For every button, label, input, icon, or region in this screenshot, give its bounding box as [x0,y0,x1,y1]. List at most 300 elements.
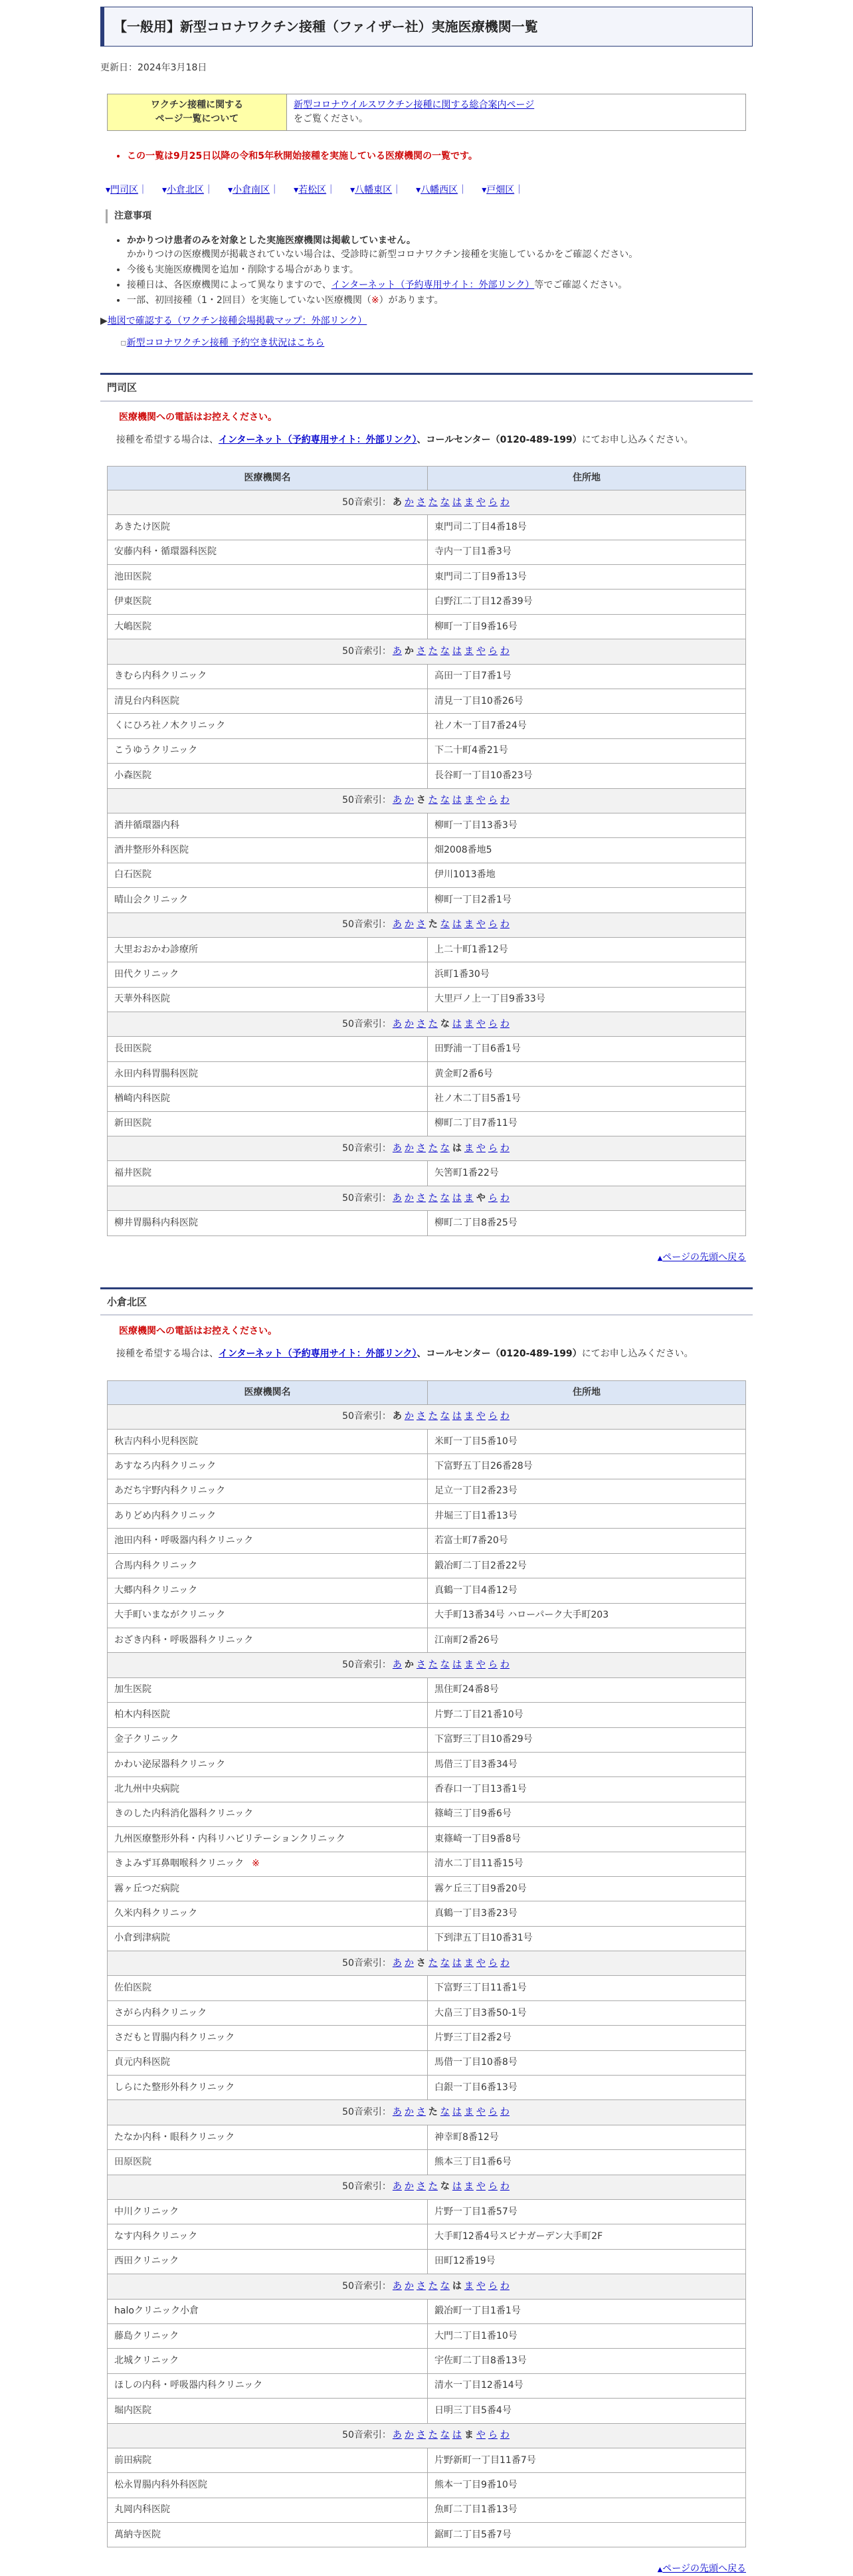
hospital-name: あすなろ内科クリニック [114,1460,217,1471]
hospital-address: 黒住町24番8号 [428,1677,746,1702]
table-row [108,1976,746,2000]
ward-nav-link[interactable]: 戸畑区 [486,185,515,195]
table-row [108,1727,746,1752]
kana-index [108,1404,746,1429]
table-row [108,515,746,540]
kana-link[interactable]: か [404,2107,414,2118]
kana-link[interactable]: や [476,2107,486,2118]
kana-index-row [108,2175,746,2199]
hospital-name-cell [108,863,428,887]
ward-nav-item [228,183,279,197]
hospital-address: 東門司二丁目4番18号 [428,515,746,540]
kana-link[interactable]: は [452,2107,462,2118]
kana-current: な [440,2181,450,2193]
kana-index-label: 50音索引： [342,1957,391,1969]
hospital-name-cell [108,1161,428,1186]
hospital-name: 柳井胃腸科内科医院 [114,1217,198,1228]
kana-link[interactable]: は [452,1660,462,1671]
kana-link[interactable]: ま [464,645,474,657]
kana-link[interactable]: は [452,2181,462,2193]
kana-link[interactable]: さ [416,2430,426,2441]
kana-index-label: 50音索引： [342,1142,391,1154]
table-row [108,2000,746,2025]
hospital-name-cell [108,813,428,837]
kana-link[interactable]: あ [392,1192,402,1204]
kana-link[interactable]: た [428,2181,438,2193]
kana-link[interactable]: か [404,795,414,806]
reservation-site-link[interactable]: インターネット（予約専用サイト：外部リンク） [219,1348,417,1360]
hospital-address: 鍛冶町二丁目2番22号 [428,1553,746,1578]
map-link[interactable]: 地図で確認する（ワクチン接種会場掲載マップ：外部リンク） [107,316,367,326]
kana-link[interactable]: わ [500,2181,510,2193]
kana-link[interactable]: な [440,1957,450,1969]
hospital-name-cell [108,2200,428,2224]
table-header-row [108,466,746,490]
hospital-name-cell [108,1504,428,1529]
apply-text-c: にてお申し込みください。 [581,434,694,445]
kana-link[interactable]: わ [500,2430,510,2441]
table-row [108,2125,746,2149]
ward-nav-item [294,183,335,197]
ward-nav-link[interactable]: 門司区 [110,185,139,195]
kana-link[interactable]: や [476,919,486,930]
table-row [108,1901,746,1926]
table-row [108,2498,746,2522]
hospital-name: 堀内医院 [114,2405,151,2416]
page [100,0,753,2575]
kana-link[interactable]: た [428,1192,438,1204]
kana-link[interactable]: わ [500,496,510,508]
kana-link[interactable]: た [428,1142,438,1154]
call-center-text: 、コールセンター（0120-489-199） [417,1348,582,1360]
kana-link[interactable]: さ [416,645,426,657]
hospital-name-cell [108,1061,428,1086]
kana-link[interactable]: あ [392,1142,402,1154]
kana-index-row [108,1186,746,1210]
kana-index [108,639,746,664]
general-guide-link[interactable]: 新型コロナウイルスワクチン接種に関する総合案内ページ [294,100,535,110]
kana-link[interactable]: は [452,1192,462,1204]
kana-link[interactable]: あ [392,1660,402,1671]
kana-link[interactable]: わ [500,2280,510,2292]
map-line [100,314,753,328]
ward-nav-item [106,183,147,197]
hospital-name-cell [108,2076,428,2100]
kana-link[interactable]: ま [464,1142,474,1154]
kana-link[interactable]: や [476,795,486,806]
table-row [108,987,746,1012]
kana-index-row [108,1136,746,1161]
table-row [108,863,746,887]
kana-link[interactable]: か [404,2430,414,2441]
kana-link[interactable]: か [404,1018,414,1029]
kana-link[interactable]: は [452,919,462,930]
hospital-name-cell [108,689,428,714]
kana-link[interactable]: か [404,1192,414,1204]
ward-nav-item [350,183,401,197]
kana-link[interactable]: や [476,496,486,508]
kana-link[interactable]: ら [488,2181,498,2193]
kana-link[interactable]: か [404,1411,414,1422]
hospital-name-cell [108,1211,428,1235]
asterisk-mark: ※ [371,295,379,306]
kana-link[interactable]: や [476,2181,486,2193]
kana-link[interactable]: あ [392,795,402,806]
table-row [108,2373,746,2398]
kana-link[interactable]: や [476,1018,486,1029]
kana-index-label: 50音索引： [342,2107,391,2118]
hospital-name: 天華外科医院 [114,994,170,1005]
hospital-address: 柳町一丁目9番16号 [428,614,746,639]
hospital-address: 篠崎三丁目9番6号 [428,1802,746,1826]
hospital-name-cell [108,515,428,540]
ward-nav-arrow-icon: ▾ [106,185,111,195]
kana-link[interactable]: ら [488,2430,498,2441]
reservation-site-link[interactable]: インターネット（予約専用サイト：外部リンク） [331,280,535,290]
hospital-name-cell [108,1852,428,1876]
kana-link[interactable]: ま [464,2181,474,2193]
hospital-name-cell [108,2026,428,2050]
kana-link[interactable]: や [476,2430,486,2441]
kana-link[interactable]: ら [488,496,498,508]
kana-link[interactable]: あ [392,2107,402,2118]
table-row [108,937,746,962]
hospital-address: 井堀三丁目1番13号 [428,1504,746,1529]
kana-link[interactable]: さ [416,1018,426,1029]
kana-current: あ [392,496,402,508]
hospital-name-cell [108,1677,428,1702]
kana-current: た [428,2107,438,2118]
kana-index-row [108,490,746,514]
kana-link[interactable]: か [404,919,414,930]
kana-link[interactable]: わ [500,1142,510,1154]
kana-link[interactable]: ら [488,1411,498,1422]
ward-nav-separator: ｜ [514,185,524,195]
table-row [108,1553,746,1578]
hospital-name-cell [108,664,428,689]
hospital-name: 池田医院 [114,571,151,582]
kana-link[interactable]: あ [392,2181,402,2193]
table-row [108,540,746,564]
kana-link[interactable]: ら [488,1660,498,1671]
kana-link[interactable]: か [404,496,414,508]
kana-link[interactable]: や [476,1957,486,1969]
kana-link[interactable]: わ [500,1660,510,1671]
kana-link[interactable]: あ [392,919,402,930]
kana-link[interactable]: さ [416,1411,426,1422]
hospital-name: 前田病院 [114,2454,151,2466]
kana-link[interactable]: ら [488,795,498,806]
hospital-name-cell [108,714,428,738]
hospital-name-cell [108,1876,428,1901]
hospital-name-cell [108,888,428,912]
hospital-address: 田野浦一丁目6番1号 [428,1037,746,1061]
hospital-name: こうゆうクリニック [114,745,198,756]
hospital-name: 田原医院 [114,2156,151,2167]
kana-link[interactable]: ま [464,1411,474,1422]
hospital-name: しらにた整形外科クリニック [114,2082,235,2093]
table-row [108,1211,746,1235]
kana-link[interactable]: あ [392,2280,402,2292]
hospital-address: 柳町一丁目13番3号 [428,813,746,837]
kana-link[interactable]: あ [392,1957,402,1969]
kana-link[interactable]: ら [488,2107,498,2118]
vacancy-link[interactable]: 新型コロナワクチン接種 予約空き状況はこちら [126,338,325,348]
kana-link[interactable]: か [404,1957,414,1969]
kana-link[interactable]: は [452,1411,462,1422]
kana-index-label: 50音索引： [342,496,391,508]
kana-link[interactable]: ま [464,496,474,508]
hospital-address: 東門司二丁目9番13号 [428,565,746,590]
kana-link[interactable]: わ [500,1192,510,1204]
kana-link[interactable]: ら [488,1018,498,1029]
kana-link[interactable]: わ [500,1018,510,1029]
kana-index-label: 50音索引： [342,919,391,930]
kana-link[interactable]: さ [416,2181,426,2193]
hospital-name: 北城クリニック [114,2355,179,2367]
hospital-name: 佐伯医院 [114,1983,151,1994]
kana-link[interactable]: ま [464,2280,474,2292]
table-row [108,2448,746,2472]
kana-link[interactable]: は [452,645,462,657]
hospital-name: 金子クリニック [114,1734,179,1745]
kana-link[interactable]: や [476,2280,486,2292]
kana-index-label: 50音索引： [342,1192,391,1204]
kana-link[interactable]: あ [392,645,402,657]
kana-index [108,2274,746,2299]
kana-link[interactable]: あ [392,1018,402,1029]
ward-nav-separator: ｜ [138,185,148,195]
hospital-name: 大郷内科クリニック [114,1584,198,1596]
hospital-name: 晴山会クリニック [114,894,189,905]
kana-link[interactable]: わ [500,645,510,657]
hospital-name-cell [108,738,428,763]
table-row [108,738,746,763]
kana-link[interactable]: は [452,1957,462,1969]
kana-link[interactable]: た [428,1411,438,1422]
kana-link[interactable]: や [476,1411,486,1422]
hospital-name: 池田内科・呼吸器内科クリニック [114,1535,254,1547]
kana-index [108,1012,746,1037]
kana-index [108,1186,746,1210]
hospital-address: 米町一丁目5番10号 [428,1429,746,1453]
table-row [108,1161,746,1186]
kana-index [108,788,746,813]
kana-link[interactable]: ま [464,1192,474,1204]
kana-link[interactable]: た [428,1018,438,1029]
kana-link[interactable]: は [452,795,462,806]
back-to-top-link[interactable]: ページの先頭へ戻る [662,1251,746,1263]
hospital-name-cell [108,2523,428,2547]
hospital-name-cell [108,2224,428,2249]
kana-link[interactable]: わ [500,2107,510,2118]
hospital-name: ほしの内科・呼吸器内科クリニック [114,2380,263,2391]
hospital-name: 楢崎内科医院 [114,1093,170,1104]
hospital-name: 萬納寺医院 [114,2529,161,2540]
kana-link[interactable]: な [440,645,450,657]
kana-link[interactable]: わ [500,919,510,930]
kana-index-label: 50音索引： [342,1660,391,1671]
table-row [108,1578,746,1603]
table-row [108,1454,746,1479]
hospital-address: 寺内一丁目1番3号 [428,540,746,564]
hospital-name: 霧ヶ丘つだ病院 [114,1883,179,1894]
col-header-address: 住所地 [428,466,746,490]
kana-link[interactable]: ら [488,1957,498,1969]
back-to-top-link[interactable]: ページの先頭へ戻る [662,2563,746,2575]
hospital-name-cell [108,987,428,1012]
kana-index [108,912,746,937]
ward-nav-link[interactable]: 八幡東区 [355,185,393,195]
table-row [108,1061,746,1086]
table-row [108,1852,746,1876]
hospital-name: 松永胃腸内科外科医院 [114,2479,207,2490]
kana-link[interactable]: ま [464,1957,474,1969]
ward-nav-arrow-icon: ▾ [228,185,233,195]
updated-date: 更新日：2024年3月18日 [100,62,207,73]
ward-sections [100,373,753,2576]
table-row [108,1429,746,1453]
kana-link[interactable]: な [440,1411,450,1422]
ward-nav-link[interactable]: 八幡西区 [421,185,458,195]
ward-nav-link[interactable]: 若松区 [298,185,327,195]
kana-link[interactable]: か [404,2280,414,2292]
kana-current: ま [464,2430,474,2441]
hospital-name: 中川クリニック [114,2206,179,2217]
kana-link[interactable]: た [428,2280,438,2292]
table-row [108,614,746,639]
kana-link[interactable]: さ [416,919,426,930]
kana-link[interactable]: な [440,2107,450,2118]
table-row [108,664,746,689]
kana-link[interactable]: な [440,919,450,930]
kana-link[interactable]: ま [464,919,474,930]
kana-link[interactable]: た [428,1957,438,1969]
kana-link[interactable]: ま [464,1018,474,1029]
kana-link[interactable]: さ [416,496,426,508]
kana-link[interactable]: わ [500,1411,510,1422]
kana-link[interactable]: さ [416,1142,426,1154]
hospital-address: 清見一丁目10番26号 [428,689,746,714]
col-header-name: 医療機関名 [108,466,428,490]
kana-link[interactable]: ら [488,1192,498,1204]
kana-index [108,2175,746,2199]
kana-link[interactable]: あ [392,2430,402,2441]
hospital-address: 片野一丁目1番57号 [428,2200,746,2224]
kana-link[interactable]: な [440,2430,450,2441]
hospital-name: きのした内科消化器科クリニック [114,1808,254,1820]
hospital-address: 片野二丁目21番10号 [428,1703,746,1727]
kana-link[interactable]: や [476,645,486,657]
hospital-address: 白野江二丁目12番39号 [428,590,746,614]
kana-link[interactable]: は [452,2430,462,2441]
kana-link[interactable]: か [404,1142,414,1154]
table-row [108,1603,746,1628]
hospital-name-cell [108,2373,428,2398]
kana-link[interactable]: さ [416,1660,426,1671]
kana-link[interactable]: さ [416,1192,426,1204]
ward-nav-item [416,183,467,197]
hospital-address: 大里戸ノ上一丁目9番33号 [428,987,746,1012]
hospital-name-cell [108,1603,428,1628]
kana-link[interactable]: わ [500,1957,510,1969]
hospital-name-cell [108,1901,428,1926]
kana-link[interactable]: ま [464,2107,474,2118]
kana-link[interactable]: な [440,2280,450,2292]
hospital-name-cell [108,1454,428,1479]
kana-link[interactable]: た [428,2430,438,2441]
hospital-address: 鍛冶町一丁目1番1号 [428,2299,746,2323]
hospital-name-cell [108,1111,428,1136]
hospital-address: 江南町2番26号 [428,1628,746,1653]
notice-item-4: • 一部、初回接種（1・2回目）を実施していない医療機関（※）があります。 [127,294,753,308]
kana-link[interactable]: な [440,1192,450,1204]
kana-link[interactable]: ま [464,795,474,806]
kana-link[interactable]: た [428,645,438,657]
kana-link[interactable]: か [404,2181,414,2193]
hospital-name: 酒井整形外科医院 [114,845,189,856]
kana-link[interactable]: や [476,1142,486,1154]
kana-current: あ [392,1411,402,1422]
kana-link[interactable]: ら [488,2280,498,2292]
notice-item-1: • かかりつけ患者のみを対象とした実施医療機関は掲載していません。 かかりつけの医療機関が掲載されていない場合は、受診時に新型コロナワクチン接種を実施しているかをご確認ください。 [127,234,753,262]
hospital-name-cell [108,1703,428,1727]
kana-link[interactable]: は [452,496,462,508]
table-row [108,2224,746,2249]
table-row [108,1703,746,1727]
ward-nav-link[interactable]: 小倉南区 [233,185,270,195]
kana-link[interactable]: な [440,1142,450,1154]
kana-link[interactable]: さ [416,2280,426,2292]
kana-link[interactable]: や [476,1660,486,1671]
hospital-name-cell [108,1553,428,1578]
hospital-name: 福井医院 [114,1168,151,1179]
kana-link[interactable]: た [428,496,438,508]
hospital-name: 北九州中央病院 [114,1784,179,1795]
table-row [108,1827,746,1852]
kana-link[interactable]: た [428,1660,438,1671]
hospital-address: 東篠崎一丁目9番8号 [428,1827,746,1852]
hospital-name: 久米内科クリニック [114,1908,198,1919]
reservation-site-link[interactable]: インターネット（予約専用サイト：外部リンク） [219,434,417,445]
hospital-name-cell [108,2399,428,2423]
ward-nav [106,183,753,197]
kana-link[interactable]: な [440,496,450,508]
kana-link[interactable]: ら [488,645,498,657]
kana-current: や [476,1192,486,1204]
ward-nav-link[interactable]: 小倉北区 [167,185,205,195]
kana-index [108,1136,746,1161]
kana-link[interactable]: ら [488,919,498,930]
kana-index-row [108,2423,746,2448]
kana-link[interactable]: な [440,1660,450,1671]
kana-link[interactable]: た [428,795,438,806]
kana-link[interactable]: は [452,1018,462,1029]
hospital-address: 下富野三丁目11番1号 [428,1976,746,2000]
table-row [108,2473,746,2498]
kana-link[interactable]: ま [464,1660,474,1671]
table-row [108,2150,746,2175]
table-row [108,962,746,987]
kana-index [108,1951,746,1976]
hospital-name-cell [108,1727,428,1752]
hospital-name-cell [108,540,428,564]
kana-link[interactable]: さ [416,2107,426,2118]
kana-link[interactable]: な [440,795,450,806]
kana-link[interactable]: ら [488,1142,498,1154]
kana-link[interactable]: わ [500,795,510,806]
hospital-name-cell [108,2349,428,2373]
